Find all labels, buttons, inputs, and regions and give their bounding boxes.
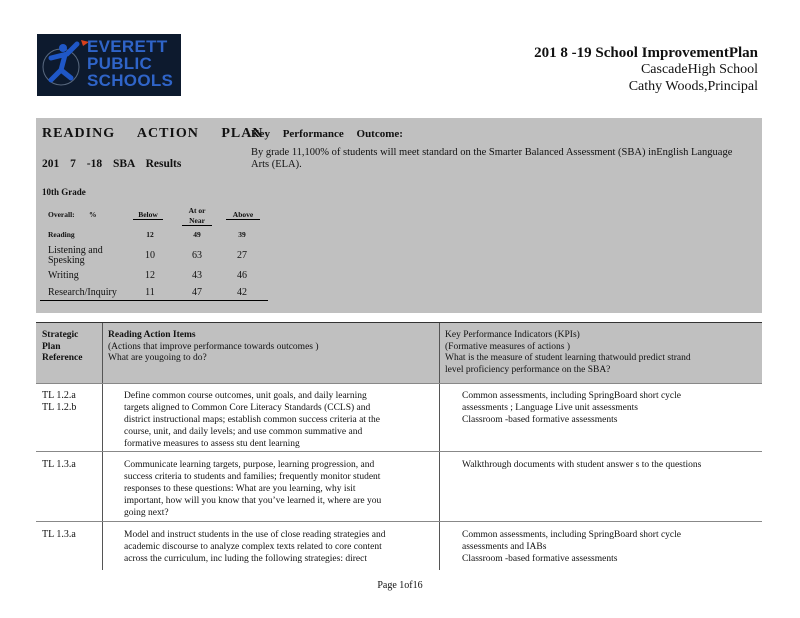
stats-cell: 63 xyxy=(192,250,202,261)
stats-row-label: Writing xyxy=(48,270,79,281)
stats-cell: 11 xyxy=(145,287,155,298)
key-performance-outcome-text: By grade 11,100% of students will meet standard on the Smarter Balanced Assessment (SBA) inEnglish Language Arts (ELA). xyxy=(251,147,733,170)
stats-col-near: Near xyxy=(182,216,212,226)
row-1-reference xyxy=(42,390,76,413)
header-line: Reading Action Items xyxy=(108,330,196,340)
stats-cell: 12 xyxy=(145,270,155,281)
action-line: important, how will you know that you’ve learned it, where are you xyxy=(124,496,382,506)
stats-row-label: Reading xyxy=(48,230,75,239)
stats-cell: 10 xyxy=(145,250,155,261)
reference-code: TL 1.3.a xyxy=(42,529,76,540)
header-line: Reference xyxy=(42,353,83,363)
action-line: across the curriculum, inc luding the following strategies: direct xyxy=(124,554,367,564)
header-line: Strategic xyxy=(42,330,79,340)
kpi-line: Walkthrough documents with student answer s to the questions xyxy=(462,460,702,470)
row-1-kpi xyxy=(462,390,757,414)
kpi-line: Classroom -based formative assessments xyxy=(462,415,618,425)
stats-overall-label: Overall: xyxy=(48,210,75,219)
reference-code: TL 1.3.a xyxy=(42,459,76,470)
reference-code: TL 1.2.b xyxy=(42,401,77,413)
row-3-action xyxy=(124,529,434,565)
school-name: CascadeHigh School xyxy=(640,62,758,77)
principal-name: Cathy Woods,Principal xyxy=(628,79,758,94)
kpi-line: assessments ; Language Live unit assessments xyxy=(462,403,638,413)
row-3-kpi xyxy=(462,553,757,565)
logo-word-everett: EVERETT xyxy=(87,37,168,56)
reading-action-plan-title: READING ACTION PLAN xyxy=(42,126,264,141)
kpi-line: Common assessments, including SpringBoard short cycle xyxy=(462,530,682,540)
header-col-kpis xyxy=(445,330,691,376)
stats-cell: 49 xyxy=(193,230,201,239)
action-line: Define common course outcomes, unit goals, and daily learning xyxy=(124,391,367,401)
header-line: level proficiency performance on the SBA? xyxy=(445,364,611,375)
action-line: formative measures to assess stu dent learning xyxy=(124,439,300,449)
reference-code: TL 1.2.a xyxy=(42,390,76,401)
action-line: Communicate learning targets, purpose, learning progression, and xyxy=(124,460,375,470)
header-line: Plan xyxy=(42,341,61,352)
header-col-action-items xyxy=(108,330,319,365)
action-line: targets aligned to Common Core Literacy Standards (CCLS) and xyxy=(124,403,371,413)
row-1-kpi xyxy=(462,414,757,426)
row-3-kpi xyxy=(462,529,757,553)
column-divider xyxy=(102,323,103,570)
header-line: What are yougoing to do? xyxy=(108,353,207,363)
stats-col-below: Below xyxy=(133,210,163,220)
stats-row-label: Research/Inquiry xyxy=(48,287,117,298)
stats-cell: 43 xyxy=(192,270,202,281)
kpi-line: assessments and IABs xyxy=(462,542,547,552)
grade-label: 10th Grade xyxy=(42,187,86,197)
stats-cell: 12 xyxy=(146,230,154,239)
stats-col-above: Above xyxy=(226,210,260,220)
action-line: responses to these questions: What are you learning, why isit xyxy=(124,484,356,494)
row-2-reference xyxy=(42,459,76,471)
action-line: academic discourse to analyze complex texts related to core content xyxy=(124,542,382,552)
column-divider xyxy=(439,323,440,570)
row-separator xyxy=(36,521,762,522)
sba-results-title: 201 7 -18 SBA Results xyxy=(42,158,182,170)
action-line: going next? xyxy=(124,508,169,518)
row-1-action xyxy=(124,390,434,450)
action-line: course, unit, and daily levels; and use common summative and xyxy=(124,427,363,437)
header-line: (Actions that improve performance towards outcomes ) xyxy=(108,341,319,352)
key-performance-outcome-label: Key Performance Outcome: xyxy=(251,128,403,140)
district-logo xyxy=(37,34,181,96)
kpi-line: Common assessments, including SpringBoard short cycle xyxy=(462,391,682,401)
stats-row-label: Listening and xyxy=(48,245,103,256)
stats-percent-label: % xyxy=(89,210,97,219)
document-title: 201 8 -19 School ImprovementPlan xyxy=(534,45,758,61)
stats-divider xyxy=(40,300,268,301)
row-3-reference xyxy=(42,529,76,541)
logo-word-schools: SCHOOLS xyxy=(87,71,174,90)
stats-cell: 39 xyxy=(238,230,246,239)
action-line: district instructional maps; establish common success criteria at the xyxy=(124,415,380,425)
row-2-action xyxy=(124,459,434,519)
row-separator xyxy=(36,451,762,452)
row-separator xyxy=(36,383,762,384)
header-line: Key Performance Indicators (KPIs) xyxy=(445,330,580,340)
stats-cell: 42 xyxy=(237,287,247,298)
header-col-reference xyxy=(42,330,82,365)
row-2-kpi xyxy=(462,459,762,471)
stats-cell: 27 xyxy=(237,250,247,261)
stats-cell: 47 xyxy=(192,287,202,298)
action-line: Model and instruct students in the use of close reading strategies and xyxy=(124,530,386,540)
header-line: (Formative measures of actions ) xyxy=(445,341,571,352)
logo-word-public: PUBLIC xyxy=(87,54,153,73)
page-number: Page 1of16 xyxy=(377,580,423,591)
header-line: What is the measure of student learning thatwould predict strand xyxy=(445,353,691,363)
kpi-line: Classroom -based formative assessments xyxy=(462,554,618,564)
stats-col-at-or: At or xyxy=(188,206,206,215)
stats-row-label-cont: Spesking xyxy=(48,255,85,266)
action-line: success criteria to students and families; frequently monitor student xyxy=(124,472,381,482)
stats-cell: 46 xyxy=(237,270,247,281)
